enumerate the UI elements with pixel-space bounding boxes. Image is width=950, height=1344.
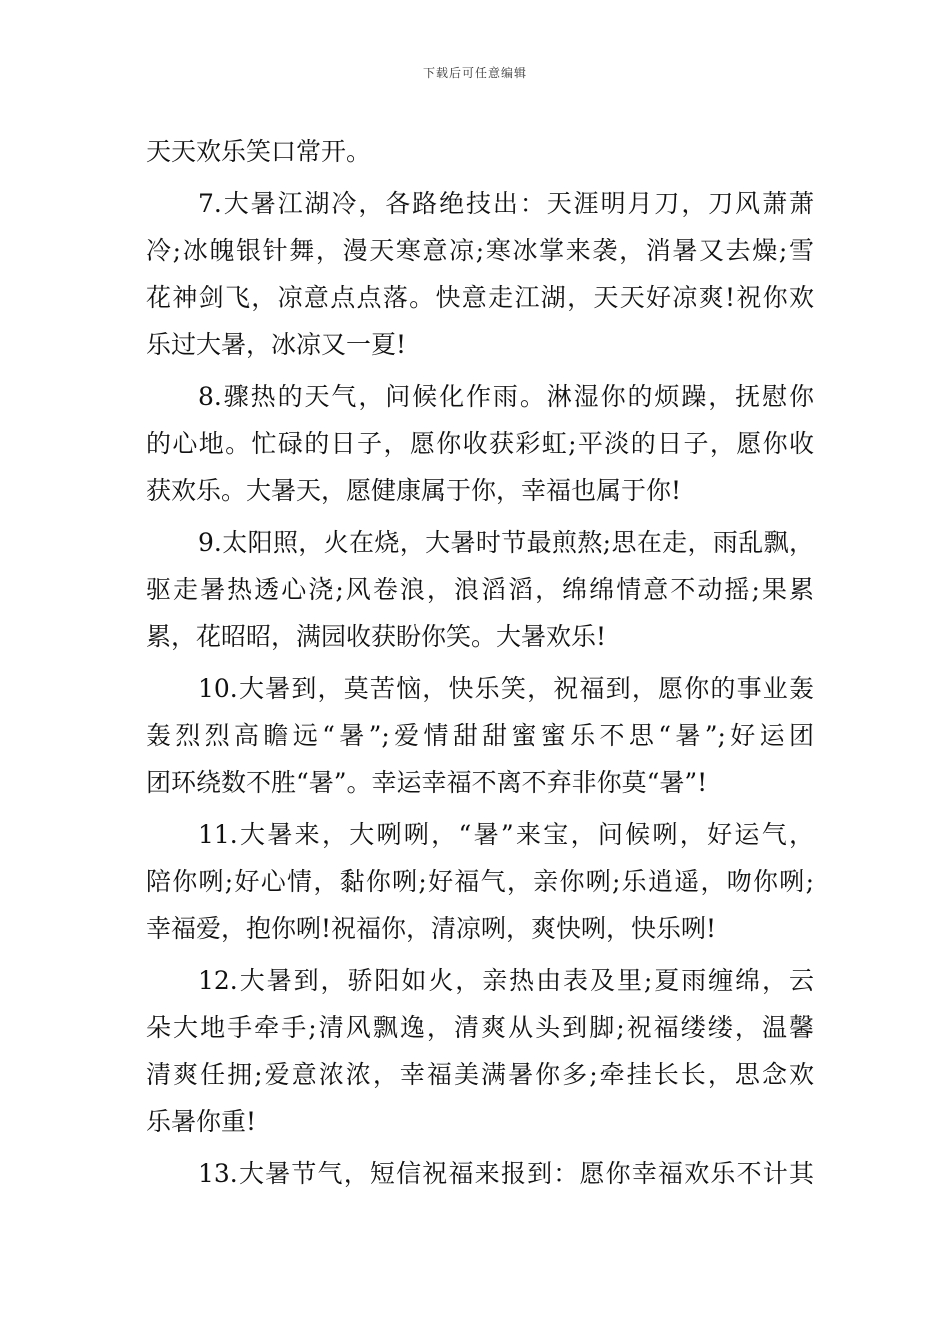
text-line: 团环绕数不胜“暑”。幸运幸福不离不弃非你莫“暑”! bbox=[146, 768, 708, 797]
text-line: 花神剑飞，凉意点点落。快意走江湖，天天好凉爽!祝你欢 bbox=[146, 283, 814, 312]
text-line: 获欢乐。大暑天，愿健康属于你，幸福也属于你! bbox=[146, 476, 682, 505]
text-line: 12.大暑到，骄阳如火，亲热由表及里;夏雨缠绵，云 bbox=[198, 966, 814, 995]
text-line: 的心地。忙碌的日子，愿你收获彩虹;平淡的日子，愿你收 bbox=[146, 429, 814, 458]
text-line: 冷;冰魄银针舞，漫天寒意凉;寒冰掌来袭，消暑又去燥;雪 bbox=[146, 236, 814, 265]
text-line: 累，花昭昭，满园收获盼你笑。大暑欢乐! bbox=[146, 622, 607, 651]
text-line: 驱走暑热透心浇;风卷浪，浪滔滔，绵绵情意不动摇;果累 bbox=[146, 575, 814, 604]
paragraph bbox=[146, 128, 814, 175]
text-line: 乐暑你重! bbox=[146, 1107, 257, 1136]
paragraph bbox=[146, 957, 814, 1145]
text-line: 清爽任拥;爱意浓浓，幸福美满暑你多;牵挂长长，思念欢 bbox=[146, 1060, 814, 1089]
text-line: 幸福爱，抱你咧!祝福你，清凉咧，爽快咧，快乐咧! bbox=[146, 914, 717, 943]
text-line: 乐过大暑，冰凉又一夏! bbox=[146, 330, 407, 359]
paragraph bbox=[146, 373, 814, 514]
text-line: 11.大暑来，大咧咧，“暑”来宝，问候咧，好运气， bbox=[198, 820, 814, 849]
page-header: 下载后可任意编辑 bbox=[422, 66, 527, 80]
text-line: 天天欢乐笑口常开。 bbox=[146, 137, 372, 166]
text-line: 9.太阳照，火在烧，大暑时节最煎熬;思在走，雨乱飘， bbox=[198, 528, 814, 557]
paragraph bbox=[146, 665, 814, 806]
paragraph bbox=[146, 811, 814, 952]
text-line: 8.骤热的天气，问候化作雨。淋湿你的烦躁，抚慰你 bbox=[198, 382, 814, 411]
text-line: 朵大地手牵手;清风飘逸，清爽从头到脚;祝福缕缕，温馨 bbox=[146, 1013, 814, 1042]
text-line: 轰烈烈高瞻远“暑”;爱情甜甜蜜蜜乐不思“暑”;好运团 bbox=[146, 721, 814, 750]
text-line: 陪你咧;好心情，黏你咧;好福气，亲你咧;乐逍遥，吻你咧; bbox=[146, 867, 814, 896]
paragraph bbox=[146, 180, 814, 368]
text-line: 7.大暑江湖冷，各路绝技出：天涯明月刀，刀风萧萧 bbox=[198, 189, 814, 218]
text-line: 13.大暑节气，短信祝福来报到：愿你幸福欢乐不计其 bbox=[198, 1159, 814, 1188]
paragraph bbox=[146, 1150, 814, 1197]
text-line: 10.大暑到，莫苦恼，快乐笑，祝福到，愿你的事业轰 bbox=[198, 674, 814, 703]
paragraph bbox=[146, 519, 814, 660]
document-body bbox=[146, 128, 814, 1202]
